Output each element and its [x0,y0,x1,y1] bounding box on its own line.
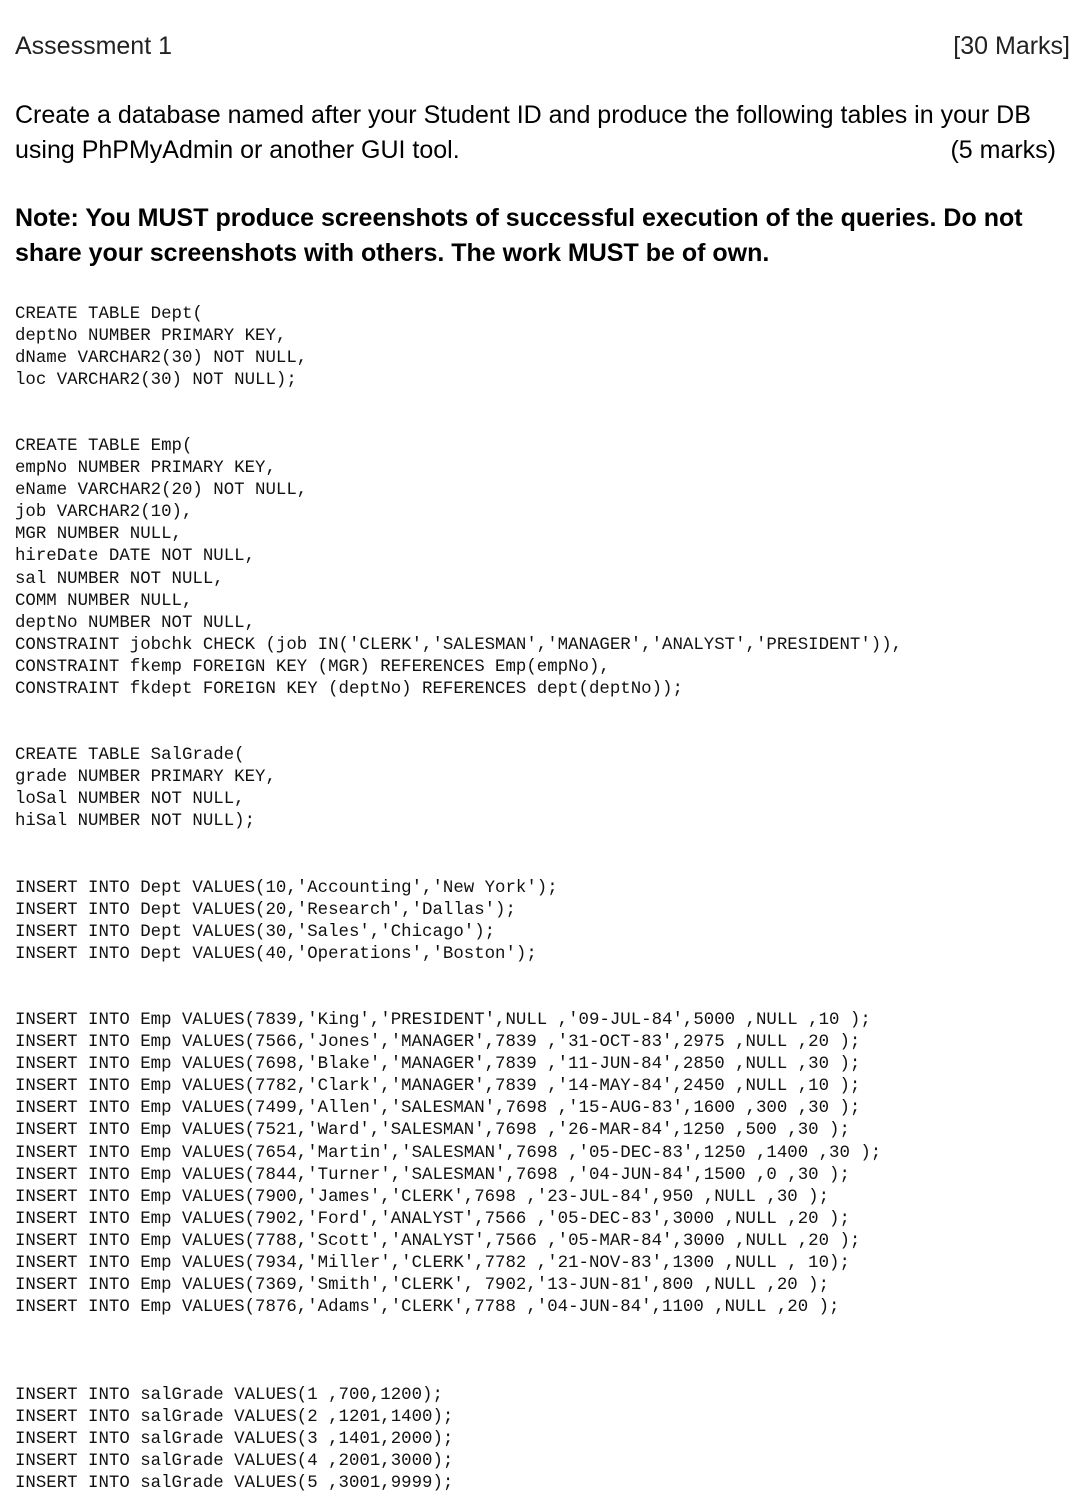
code-line: loc VARCHAR2(30) NOT NULL); [15,371,297,391]
create-dept-table-code [15,304,307,392]
code-line: INSERT INTO Emp VALUES(7934,'Miller','CLERK',7782 ,'21-NOV-83',1300 ,NULL , 10); [15,1254,850,1274]
code-line: INSERT INTO Emp VALUES(7788,'Scott','ANALYST',7566 ,'05-MAR-84',3000 ,NULL ,20 ); [15,1231,861,1251]
code-line: INSERT INTO Emp VALUES(7654,'Martin','SALESMAN',7698 ,'05-DEC-83',1250 ,1400 ,30 ); [15,1143,882,1163]
code-line: CREATE TABLE Emp( [15,437,193,456]
code-line: INSERT INTO salGrade VALUES(3 ,1401,2000); [15,1430,454,1450]
code-line: INSERT INTO salGrade VALUES(5 ,3001,9999); [15,1474,454,1494]
insert-dept-code [15,878,558,966]
code-line: empNo NUMBER PRIMARY KEY, [15,459,276,479]
code-line: deptNo NUMBER PRIMARY KEY, [15,327,287,347]
code-line: INSERT INTO Emp VALUES(7844,'Turner','SALESMAN',7698 ,'04-JUN-84',1500 ,0 ,30 ); [15,1165,850,1185]
code-line: COMM NUMBER NULL, [15,591,193,611]
code-line: INSERT INTO Emp VALUES(7902,'Ford','ANALYST',7566 ,'05-DEC-83',3000 ,NULL ,20 ); [15,1209,850,1229]
insert-salgrade-code [15,1385,453,1495]
code-line: hiSal NUMBER NOT NULL); [15,812,256,832]
code-line: MGR NUMBER NULL, [15,525,182,545]
code-line: dName VARCHAR2(30) NOT NULL, [15,349,308,369]
code-line: INSERT INTO Emp VALUES(7876,'Adams','CLERK',7788 ,'04-JUN-84',1100 ,NULL ,20 ); [15,1298,840,1318]
code-line: INSERT INTO Emp VALUES(7521,'Ward','SALESMAN',7698 ,'26-MAR-84',1250 ,500 ,30 ); [15,1121,850,1141]
instruction-line-2: using PhPMyAdmin or another GUI tool. [15,136,460,164]
instruction-marks: (5 marks) [950,136,1056,164]
code-line: hireDate DATE NOT NULL, [15,547,256,567]
code-line: INSERT INTO Dept VALUES(20,'Research','Dallas'); [15,901,516,921]
code-line: CONSTRAINT fkemp FOREIGN KEY (MGR) REFERENCES Emp(empNo), [15,657,610,677]
code-line: INSERT INTO Emp VALUES(7782,'Clark','MANAGER',7839 ,'14-MAY-84',2450 ,NULL ,10 ); [15,1077,861,1097]
code-line: CREATE TABLE Dept( [15,305,203,324]
total-marks: [30 Marks] [953,32,1070,60]
create-emp-table-code [15,436,902,701]
code-line: CONSTRAINT jobchk CHECK (job IN('CLERK','SALESMAN','MANAGER','ANALYST','PRESIDENT')), [15,635,903,655]
code-line: INSERT INTO Dept VALUES(10,'Accounting','New York'); [15,879,558,898]
create-salgrade-table-code [15,745,276,833]
code-line: INSERT INTO Emp VALUES(7369,'Smith','CLERK', 7902,'13-JUN-81',800 ,NULL ,20 ); [15,1276,830,1296]
code-line: INSERT INTO Emp VALUES(7900,'James','CLERK',7698 ,'23-JUL-84',950 ,NULL ,30 ); [15,1187,830,1207]
code-line: INSERT INTO Emp VALUES(7698,'Blake','MANAGER',7839 ,'11-JUN-84',2850 ,NULL ,30 ); [15,1055,861,1075]
code-line: CONSTRAINT fkdept FOREIGN KEY (deptNo) REFERENCES dept(deptNo)); [15,680,683,700]
code-line: job VARCHAR2(10), [15,503,193,523]
code-line: INSERT INTO salGrade VALUES(4 ,2001,3000); [15,1452,454,1472]
assessment-title: Assessment 1 [15,32,173,60]
code-line: INSERT INTO salGrade VALUES(1 ,700,1200); [15,1386,443,1405]
code-line: INSERT INTO Emp VALUES(7499,'Allen','SALESMAN',7698 ,'15-AUG-83',1600 ,300 ,30 ); [15,1099,861,1119]
code-line: CREATE TABLE SalGrade( [15,746,245,765]
code-line: INSERT INTO Emp VALUES(7839,'King','PRESIDENT',NULL ,'09-JUL-84',5000 ,NULL ,10 ); [15,1011,871,1030]
code-line: eName VARCHAR2(20) NOT NULL, [15,481,308,501]
instruction-line-1: Create a database named after your Student ID and produce the following tables in your DB [15,101,1031,129]
code-line: grade NUMBER PRIMARY KEY, [15,768,276,788]
code-line: sal NUMBER NOT NULL, [15,569,224,589]
code-line: INSERT INTO Emp VALUES(7566,'Jones','MANAGER',7839 ,'31-OCT-83',2975 ,NULL ,20 ); [15,1033,861,1053]
code-line: INSERT INTO Dept VALUES(40,'Operations','Boston'); [15,945,537,965]
code-line: deptNo NUMBER NOT NULL, [15,613,256,633]
code-line: loSal NUMBER NOT NULL, [15,790,245,810]
insert-emp-code [15,1010,881,1319]
note-paragraph: Note: You MUST produce screenshots of successful execution of the queries. Do not share your screenshots with others. The work MUST be of own. [15,204,1023,267]
code-line: INSERT INTO Dept VALUES(30,'Sales','Chicago'); [15,923,496,943]
code-line: INSERT INTO salGrade VALUES(2 ,1201,1400); [15,1408,454,1428]
